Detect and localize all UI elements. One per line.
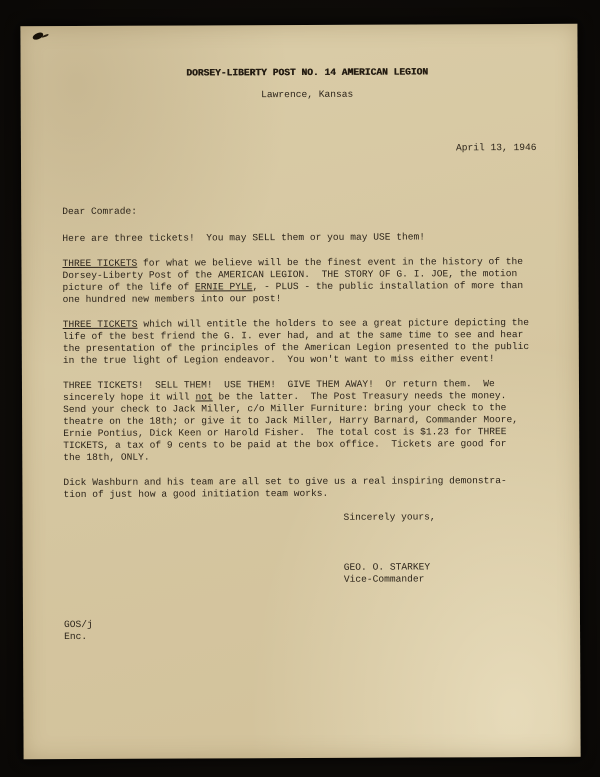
enclosure-note: Enc.: [64, 630, 88, 643]
paragraph-4: Dick Washburn and his team are all set to give us a real inspiring demonstra- tion of just how a good initiation team works.: [63, 475, 507, 501]
typist-initials: GOS/j: [63, 618, 93, 631]
paragraph-1: THREE TICKETS for what we believe will be the finest event in the history of the Dorsey-Liberty Post of the AMERICAN LEGION. THE STORY OF G. I. JOE, the motion picture of the life of ERNIE PYLE, - PLUS - the public installation of more than one hundred new members into our post!: [62, 256, 524, 306]
signature-title: Vice-Commander: [343, 573, 425, 585]
letter-body: [62, 204, 541, 501]
letter-title: DORSEY-LIBERTY POST NO. 14 AMERICAN LEGION: [186, 66, 429, 79]
paragraph-3: THREE TICKETS! SELL THEM! USE THEM! GIVE THEM AWAY! Or return them. We sincerely hope it will not be the latter. The Post Treasury needs the money. Send your check to Jack Miller, c/o Miller Furniture: bring your check to the theatre on the 18th; or give it to Jack Miller, Harry Barnard, Commander Moore, Ernie Pontius, Dick Keen or Harold Fisher. The total cost is $1.23 for THREE TICKETS, a tax of 9 cents to be paid at the box office. Tickets are good for the 18th, ONLY.: [62, 378, 518, 464]
letter-date: April 13, 1946: [455, 141, 537, 154]
reference-block: [64, 617, 539, 643]
ink-mark: [32, 32, 44, 41]
letter-paper: [20, 24, 580, 759]
salutation: Dear Comrade:: [62, 205, 138, 218]
paragraph-2: THREE TICKETS which will entitle the holders to see a great picture depicting the life of the best friend the G. I. ever had, and at the same time to see and hear the presentation of the principles of the American Legion presented to the public in the true light of Legion endeavor. You won't want to miss either event!: [62, 317, 530, 367]
signature-name: GEO. O. STARKEY: [343, 561, 431, 573]
letter-location: Lawrence, Kansas: [261, 88, 354, 101]
signature-block: [344, 561, 539, 586]
closing: Sincerely yours,: [343, 511, 436, 523]
letterhead: [62, 66, 537, 102]
intro-line: Here are three tickets! You may SELL them or you may USE them!: [62, 231, 426, 245]
